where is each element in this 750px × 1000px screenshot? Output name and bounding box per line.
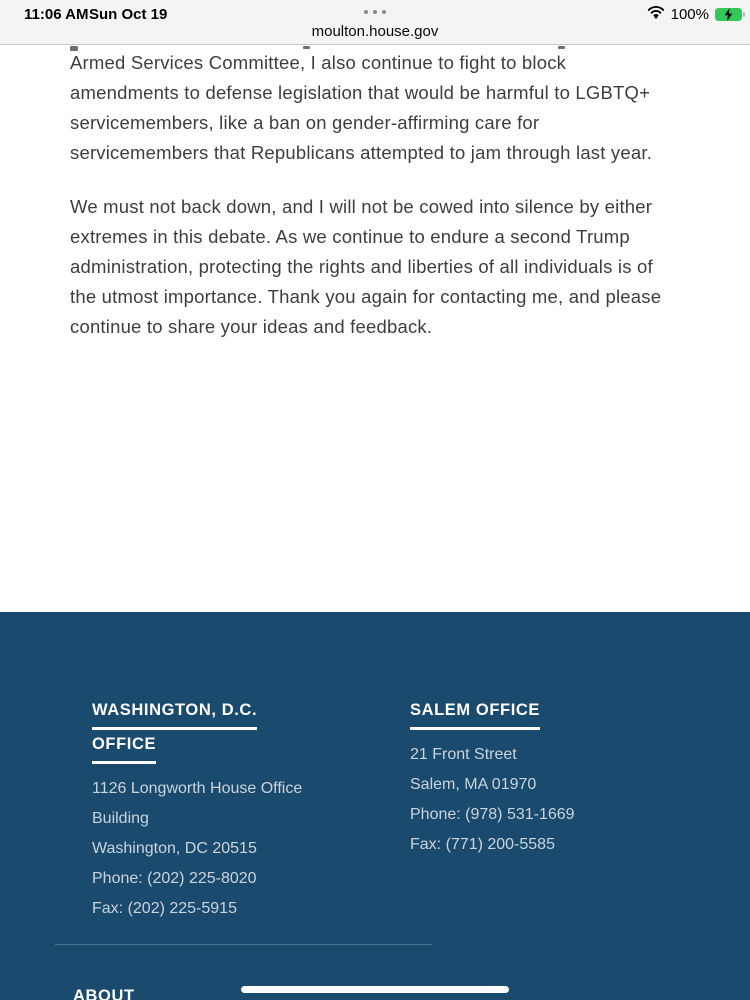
salem-address-line: Salem, MA 01970 [410,776,537,793]
dc-phone-link[interactable]: Phone: (202) 225-8020 [92,870,257,887]
dc-office-title-line1: WASHINGTON, D.C. [92,696,257,730]
salem-address-line: 21 Front Street [410,746,517,763]
paragraph-line: We must not back down, and I will not be cowed into silence by either [70,196,653,217]
footer-divider [55,944,432,945]
dc-address-line: Building [92,810,149,827]
clock-time: 11:06 AM [24,6,89,23]
wifi-icon [647,5,665,24]
salem-office-title: SALEM OFFICE [410,696,540,730]
clipped-text-line [0,46,750,52]
paragraph-line: servicemembers that Republicans attempted to jam through last year. [70,142,653,163]
dc-address-line: Washington, DC 20515 [92,840,257,857]
dc-office-title-line2: OFFICE [92,730,156,764]
paragraph-line: extremes in this debate. As we continue to endure a second Trump [70,226,630,247]
letter-paragraph-1 [70,48,652,168]
footer-about-heading[interactable]: ABOUT [73,987,135,1000]
dc-fax-link[interactable]: Fax: (202) 225-5915 [92,900,237,917]
battery-charging-icon [715,8,742,21]
paragraph-line: administration, protecting the rights and liberties of all individuals is of [70,256,653,277]
status-bar [0,0,750,45]
home-indicator[interactable] [241,986,509,993]
status-bar-right [647,5,742,23]
paragraph-line: continue to share your ideas and feedback. [70,316,433,337]
salem-fax-link[interactable]: Fax: (771) 200-5585 [410,836,555,853]
salem-phone-link[interactable]: Phone: (978) 531-1669 [410,806,575,823]
dc-address-line: 1126 Longworth House Office [92,780,303,797]
dc-office-heading-link[interactable] [92,696,302,764]
ellipsis-icon[interactable] [0,10,750,14]
paragraph-line: the utmost importance. Thank you again for contacting me, and please [70,286,662,307]
address-bar-url[interactable]: moulton.house.gov [311,23,439,40]
clock-date: Sun Oct 19 [89,6,168,23]
office-washington-dc [92,696,302,924]
salem-office-heading-link[interactable] [410,696,575,730]
paragraph-line: Armed Services Committee, I also continue to fight to block [70,52,567,73]
office-salem [410,696,575,860]
paragraph-line: amendments to defense legislation that would be harmful to LGBTQ+ [70,82,651,103]
paragraph-line: servicemembers, like a ban on gender-affirming care for [70,112,540,133]
battery-percent: 100% [670,5,709,23]
site-footer [0,612,750,1000]
letter-paragraph-2 [70,192,661,342]
